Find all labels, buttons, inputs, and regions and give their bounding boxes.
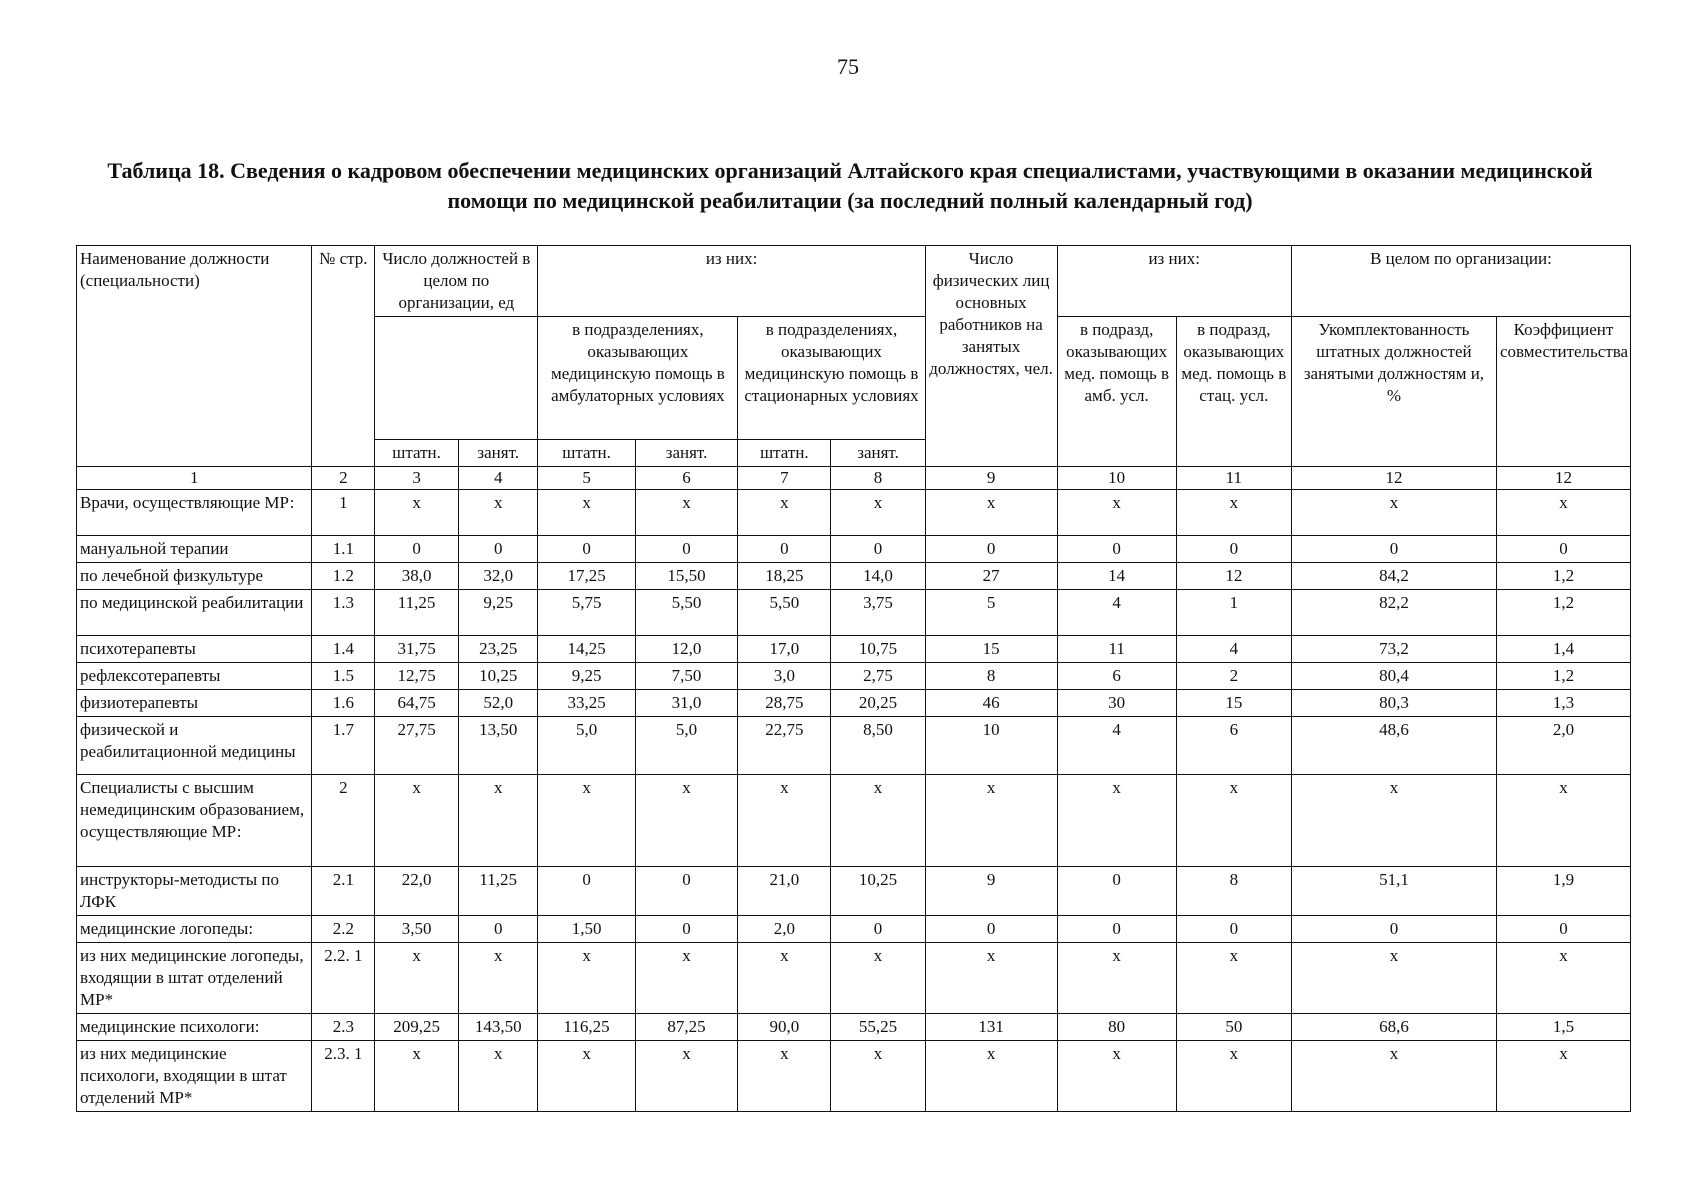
value-cell: 21,0 xyxy=(738,867,831,916)
value-cell: 12,0 xyxy=(635,636,738,663)
value-cell: х xyxy=(1496,1041,1630,1112)
value-cell: х xyxy=(1057,1041,1176,1112)
value-cell: 51,1 xyxy=(1291,867,1496,916)
value-cell: 87,25 xyxy=(635,1014,738,1041)
value-cell: 11,25 xyxy=(458,867,538,916)
row-number-cell: 1.2 xyxy=(312,563,375,590)
value-cell: 27,75 xyxy=(375,717,459,775)
header-staffing: Укомплектованность штатных должностей занятыми должностям и, % xyxy=(1291,317,1496,467)
row-number-cell: 1.4 xyxy=(312,636,375,663)
value-cell: х xyxy=(538,775,635,867)
column-number: 2 xyxy=(312,467,375,490)
value-cell: х xyxy=(538,943,635,1014)
value-cell: 32,0 xyxy=(458,563,538,590)
value-cell: 11 xyxy=(1057,636,1176,663)
value-cell: 0 xyxy=(1291,536,1496,563)
header-coefficient: Коэффициент совместительства xyxy=(1496,317,1630,467)
column-number: 6 xyxy=(635,467,738,490)
value-cell: 14,0 xyxy=(831,563,925,590)
value-cell: 6 xyxy=(1176,717,1291,775)
table-row xyxy=(77,690,1631,717)
value-cell: 0 xyxy=(458,536,538,563)
value-cell: 0 xyxy=(458,916,538,943)
header-stat-short: в подразд, оказывающих мед. помощь в стац. усл. xyxy=(1176,317,1291,467)
value-cell: 0 xyxy=(1496,536,1630,563)
value-cell: 68,6 xyxy=(1291,1014,1496,1041)
value-cell: 2,0 xyxy=(738,916,831,943)
row-number-cell: 2.1 xyxy=(312,867,375,916)
value-cell: 0 xyxy=(925,536,1057,563)
column-number: 8 xyxy=(831,467,925,490)
value-cell: 1,2 xyxy=(1496,563,1630,590)
value-cell: 1,3 xyxy=(1496,690,1630,717)
value-cell: х xyxy=(375,490,459,536)
value-cell: 10,25 xyxy=(831,867,925,916)
column-number: 4 xyxy=(458,467,538,490)
value-cell: х xyxy=(1176,775,1291,867)
value-cell: 0 xyxy=(375,536,459,563)
value-cell: х xyxy=(538,1041,635,1112)
column-number: 11 xyxy=(1176,467,1291,490)
value-cell: х xyxy=(538,490,635,536)
value-cell: 2,75 xyxy=(831,663,925,690)
value-cell: х xyxy=(1176,943,1291,1014)
value-cell: х xyxy=(375,775,459,867)
table-row xyxy=(77,775,1631,867)
value-cell: х xyxy=(1057,490,1176,536)
row-number-cell: 1 xyxy=(312,490,375,536)
row-number-cell: 1.3 xyxy=(312,590,375,636)
row-name-cell: по лечебной физкультуре xyxy=(77,563,312,590)
value-cell: 143,50 xyxy=(458,1014,538,1041)
row-name-cell: Врачи, осуществляющие МР: xyxy=(77,490,312,536)
row-name-cell: психотерапевты xyxy=(77,636,312,663)
value-cell: 0 xyxy=(1176,916,1291,943)
value-cell: х xyxy=(831,1041,925,1112)
column-number: 1 xyxy=(77,467,312,490)
column-number: 7 xyxy=(738,467,831,490)
value-cell: х xyxy=(831,490,925,536)
value-cell: 0 xyxy=(738,536,831,563)
table-row xyxy=(77,1014,1631,1041)
value-cell: 4 xyxy=(1057,717,1176,775)
value-cell: 5,50 xyxy=(738,590,831,636)
value-cell: 14,25 xyxy=(538,636,635,663)
value-cell: х xyxy=(458,490,538,536)
table-row xyxy=(77,943,1631,1014)
value-cell: 4 xyxy=(1176,636,1291,663)
value-cell: 0 xyxy=(831,536,925,563)
value-cell: 73,2 xyxy=(1291,636,1496,663)
value-cell: х xyxy=(738,775,831,867)
value-cell: 0 xyxy=(925,916,1057,943)
value-cell: 0 xyxy=(1496,916,1630,943)
value-cell: х xyxy=(1291,1041,1496,1112)
value-cell: х xyxy=(635,490,738,536)
value-cell: х xyxy=(1057,943,1176,1014)
value-cell: 1,2 xyxy=(1496,663,1630,690)
value-cell: 14 xyxy=(1057,563,1176,590)
value-cell: 0 xyxy=(1057,536,1176,563)
value-cell: 15 xyxy=(1176,690,1291,717)
row-number-cell: 1.5 xyxy=(312,663,375,690)
page-number: 75 xyxy=(837,54,859,79)
header-zanyat-stat: занят. xyxy=(831,440,925,467)
value-cell: 55,25 xyxy=(831,1014,925,1041)
value-cell: 8,50 xyxy=(831,717,925,775)
column-number: 9 xyxy=(925,467,1057,490)
header-amb-short: в подразд, оказывающих мед. помощь в амб. усл. xyxy=(1057,317,1176,467)
value-cell: 80,4 xyxy=(1291,663,1496,690)
value-cell: 209,25 xyxy=(375,1014,459,1041)
row-number-cell: 2.3. 1 xyxy=(312,1041,375,1112)
value-cell: х xyxy=(458,1041,538,1112)
row-number-cell: 2.2. 1 xyxy=(312,943,375,1014)
staffing-table xyxy=(76,245,1631,1112)
value-cell: 0 xyxy=(635,916,738,943)
header-positions-total: Число должностей в целом по организации, ед xyxy=(375,246,538,317)
row-number-cell: 1.7 xyxy=(312,717,375,775)
column-number-row xyxy=(77,467,1631,490)
table-row xyxy=(77,590,1631,636)
value-cell: 4 xyxy=(1057,590,1176,636)
value-cell: 1,50 xyxy=(538,916,635,943)
row-name-cell: рефлексотерапевты xyxy=(77,663,312,690)
table-row xyxy=(77,717,1631,775)
value-cell: 1,2 xyxy=(1496,590,1630,636)
value-cell: 48,6 xyxy=(1291,717,1496,775)
table-row xyxy=(77,916,1631,943)
header-zanyat-total: занят. xyxy=(458,440,538,467)
row-name-cell: физиотерапевты xyxy=(77,690,312,717)
value-cell: 15,50 xyxy=(635,563,738,590)
value-cell: 2 xyxy=(1176,663,1291,690)
value-cell: 1,9 xyxy=(1496,867,1630,916)
value-cell: х xyxy=(1291,775,1496,867)
value-cell: 17,0 xyxy=(738,636,831,663)
value-cell: 17,25 xyxy=(538,563,635,590)
value-cell: х xyxy=(831,775,925,867)
value-cell: 1,5 xyxy=(1496,1014,1630,1041)
value-cell: 31,0 xyxy=(635,690,738,717)
value-cell: 9 xyxy=(925,867,1057,916)
table-row xyxy=(77,867,1631,916)
row-name-cell: по медицинской реабилитации xyxy=(77,590,312,636)
value-cell: х xyxy=(375,1041,459,1112)
value-cell: 116,25 xyxy=(538,1014,635,1041)
value-cell: х xyxy=(738,943,831,1014)
column-number: 10 xyxy=(1057,467,1176,490)
value-cell: 3,0 xyxy=(738,663,831,690)
value-cell: х xyxy=(738,490,831,536)
row-number-cell: 2 xyxy=(312,775,375,867)
row-name-cell: из них медицинские логопеды, входящии в штат отделений МР* xyxy=(77,943,312,1014)
header-individuals: Число физических лиц основных работников на занятых должностях, чел. xyxy=(925,246,1057,467)
value-cell: х xyxy=(1496,775,1630,867)
value-cell: 18,25 xyxy=(738,563,831,590)
value-cell: 1,4 xyxy=(1496,636,1630,663)
value-cell: х xyxy=(635,1041,738,1112)
value-cell: 0 xyxy=(635,536,738,563)
value-cell: 20,25 xyxy=(831,690,925,717)
row-number-cell: 1.6 xyxy=(312,690,375,717)
value-cell: 0 xyxy=(1057,916,1176,943)
value-cell: х xyxy=(738,1041,831,1112)
value-cell: 80,3 xyxy=(1291,690,1496,717)
value-cell: 9,25 xyxy=(458,590,538,636)
table-row xyxy=(77,536,1631,563)
header-ambulatory: в подразделениях, оказывающих медицинскую помощь в амбулаторных условиях xyxy=(538,317,738,440)
table-row xyxy=(77,1041,1631,1112)
value-cell: х xyxy=(1291,943,1496,1014)
value-cell: 31,75 xyxy=(375,636,459,663)
value-cell: 6 xyxy=(1057,663,1176,690)
value-cell: 5,0 xyxy=(538,717,635,775)
value-cell: 27 xyxy=(925,563,1057,590)
table-title: Таблица 18. Сведения о кадровом обеспечении медицинских организаций Алтайского края специалистами, участвующими в оказании медицинской помощи по медицинской реабилитации (за последний полный календарный год) xyxy=(107,158,1593,213)
column-number: 12 xyxy=(1496,467,1630,490)
row-number-cell: 1.1 xyxy=(312,536,375,563)
value-cell: 30 xyxy=(1057,690,1176,717)
value-cell: 80 xyxy=(1057,1014,1176,1041)
row-name-cell: физической и реабилитационной медицины xyxy=(77,717,312,775)
table-row xyxy=(77,636,1631,663)
table-row xyxy=(77,490,1631,536)
header-of-them-1: из них: xyxy=(538,246,925,317)
value-cell: 28,75 xyxy=(738,690,831,717)
value-cell: х xyxy=(925,943,1057,1014)
value-cell: 131 xyxy=(925,1014,1057,1041)
value-cell: х xyxy=(925,1041,1057,1112)
value-cell: х xyxy=(458,943,538,1014)
value-cell: 5,75 xyxy=(538,590,635,636)
value-cell: 50 xyxy=(1176,1014,1291,1041)
value-cell: 46 xyxy=(925,690,1057,717)
value-cell: х xyxy=(458,775,538,867)
value-cell: 5,50 xyxy=(635,590,738,636)
value-cell: 13,50 xyxy=(458,717,538,775)
header-stationary: в подразделениях, оказывающих медицинскую помощь в стационарных условиях xyxy=(738,317,925,440)
value-cell: 9,25 xyxy=(538,663,635,690)
value-cell: х xyxy=(1176,1041,1291,1112)
value-cell: 11,25 xyxy=(375,590,459,636)
value-cell: 52,0 xyxy=(458,690,538,717)
value-cell: 3,50 xyxy=(375,916,459,943)
row-number-cell: 2.3 xyxy=(312,1014,375,1041)
value-cell: 5,0 xyxy=(635,717,738,775)
value-cell: 2,0 xyxy=(1496,717,1630,775)
column-number: 3 xyxy=(375,467,459,490)
value-cell: 23,25 xyxy=(458,636,538,663)
value-cell: 3,75 xyxy=(831,590,925,636)
table-row xyxy=(77,563,1631,590)
value-cell: 0 xyxy=(635,867,738,916)
column-number: 12 xyxy=(1291,467,1496,490)
value-cell: х xyxy=(1496,943,1630,1014)
value-cell: 0 xyxy=(538,536,635,563)
value-cell: 5 xyxy=(925,590,1057,636)
value-cell: 10,25 xyxy=(458,663,538,690)
value-cell: 90,0 xyxy=(738,1014,831,1041)
value-cell: х xyxy=(1291,490,1496,536)
row-name-cell: мануальной терапии xyxy=(77,536,312,563)
value-cell: 7,50 xyxy=(635,663,738,690)
value-cell: 38,0 xyxy=(375,563,459,590)
value-cell: х xyxy=(1496,490,1630,536)
value-cell: х xyxy=(1057,775,1176,867)
header-org-total: В целом по организации: xyxy=(1291,246,1630,317)
header-positions-total-spacer xyxy=(375,317,538,440)
value-cell: 1 xyxy=(1176,590,1291,636)
value-cell: 8 xyxy=(1176,867,1291,916)
value-cell: 8 xyxy=(925,663,1057,690)
row-name-cell: из них медицинские психологи, входящии в штат отделений МР* xyxy=(77,1041,312,1112)
value-cell: 0 xyxy=(538,867,635,916)
value-cell: 10,75 xyxy=(831,636,925,663)
table-body xyxy=(77,490,1631,1112)
header-name: Наименование должности (специальности) xyxy=(77,246,312,467)
value-cell: 84,2 xyxy=(1291,563,1496,590)
value-cell: 0 xyxy=(1291,916,1496,943)
row-name-cell: медицинские психологи: xyxy=(77,1014,312,1041)
header-of-them-2: из них: xyxy=(1057,246,1291,317)
value-cell: 0 xyxy=(1057,867,1176,916)
value-cell: х xyxy=(375,943,459,1014)
header-shtatn-amb: штатн. xyxy=(538,440,635,467)
value-cell: х xyxy=(925,775,1057,867)
header-shtatn-total: штатн. xyxy=(375,440,459,467)
value-cell: 82,2 xyxy=(1291,590,1496,636)
value-cell: 12,75 xyxy=(375,663,459,690)
value-cell: 15 xyxy=(925,636,1057,663)
value-cell: х xyxy=(831,943,925,1014)
value-cell: 64,75 xyxy=(375,690,459,717)
value-cell: 12 xyxy=(1176,563,1291,590)
header-shtatn-stat: штатн. xyxy=(738,440,831,467)
value-cell: 22,0 xyxy=(375,867,459,916)
header-row-no: № стр. xyxy=(312,246,375,467)
value-cell: х xyxy=(635,943,738,1014)
row-name-cell: Специалисты с высшим немедицинским образованием, осуществляющие МР: xyxy=(77,775,312,867)
row-name-cell: инструкторы-методисты по ЛФК xyxy=(77,867,312,916)
value-cell: х xyxy=(1176,490,1291,536)
value-cell: х xyxy=(925,490,1057,536)
value-cell: 33,25 xyxy=(538,690,635,717)
value-cell: 22,75 xyxy=(738,717,831,775)
value-cell: х xyxy=(635,775,738,867)
table-row xyxy=(77,663,1631,690)
header-zanyat-amb: занят. xyxy=(635,440,738,467)
row-name-cell: медицинские логопеды: xyxy=(77,916,312,943)
value-cell: 0 xyxy=(831,916,925,943)
row-number-cell: 2.2 xyxy=(312,916,375,943)
value-cell: 0 xyxy=(1176,536,1291,563)
value-cell: 10 xyxy=(925,717,1057,775)
column-number: 5 xyxy=(538,467,635,490)
